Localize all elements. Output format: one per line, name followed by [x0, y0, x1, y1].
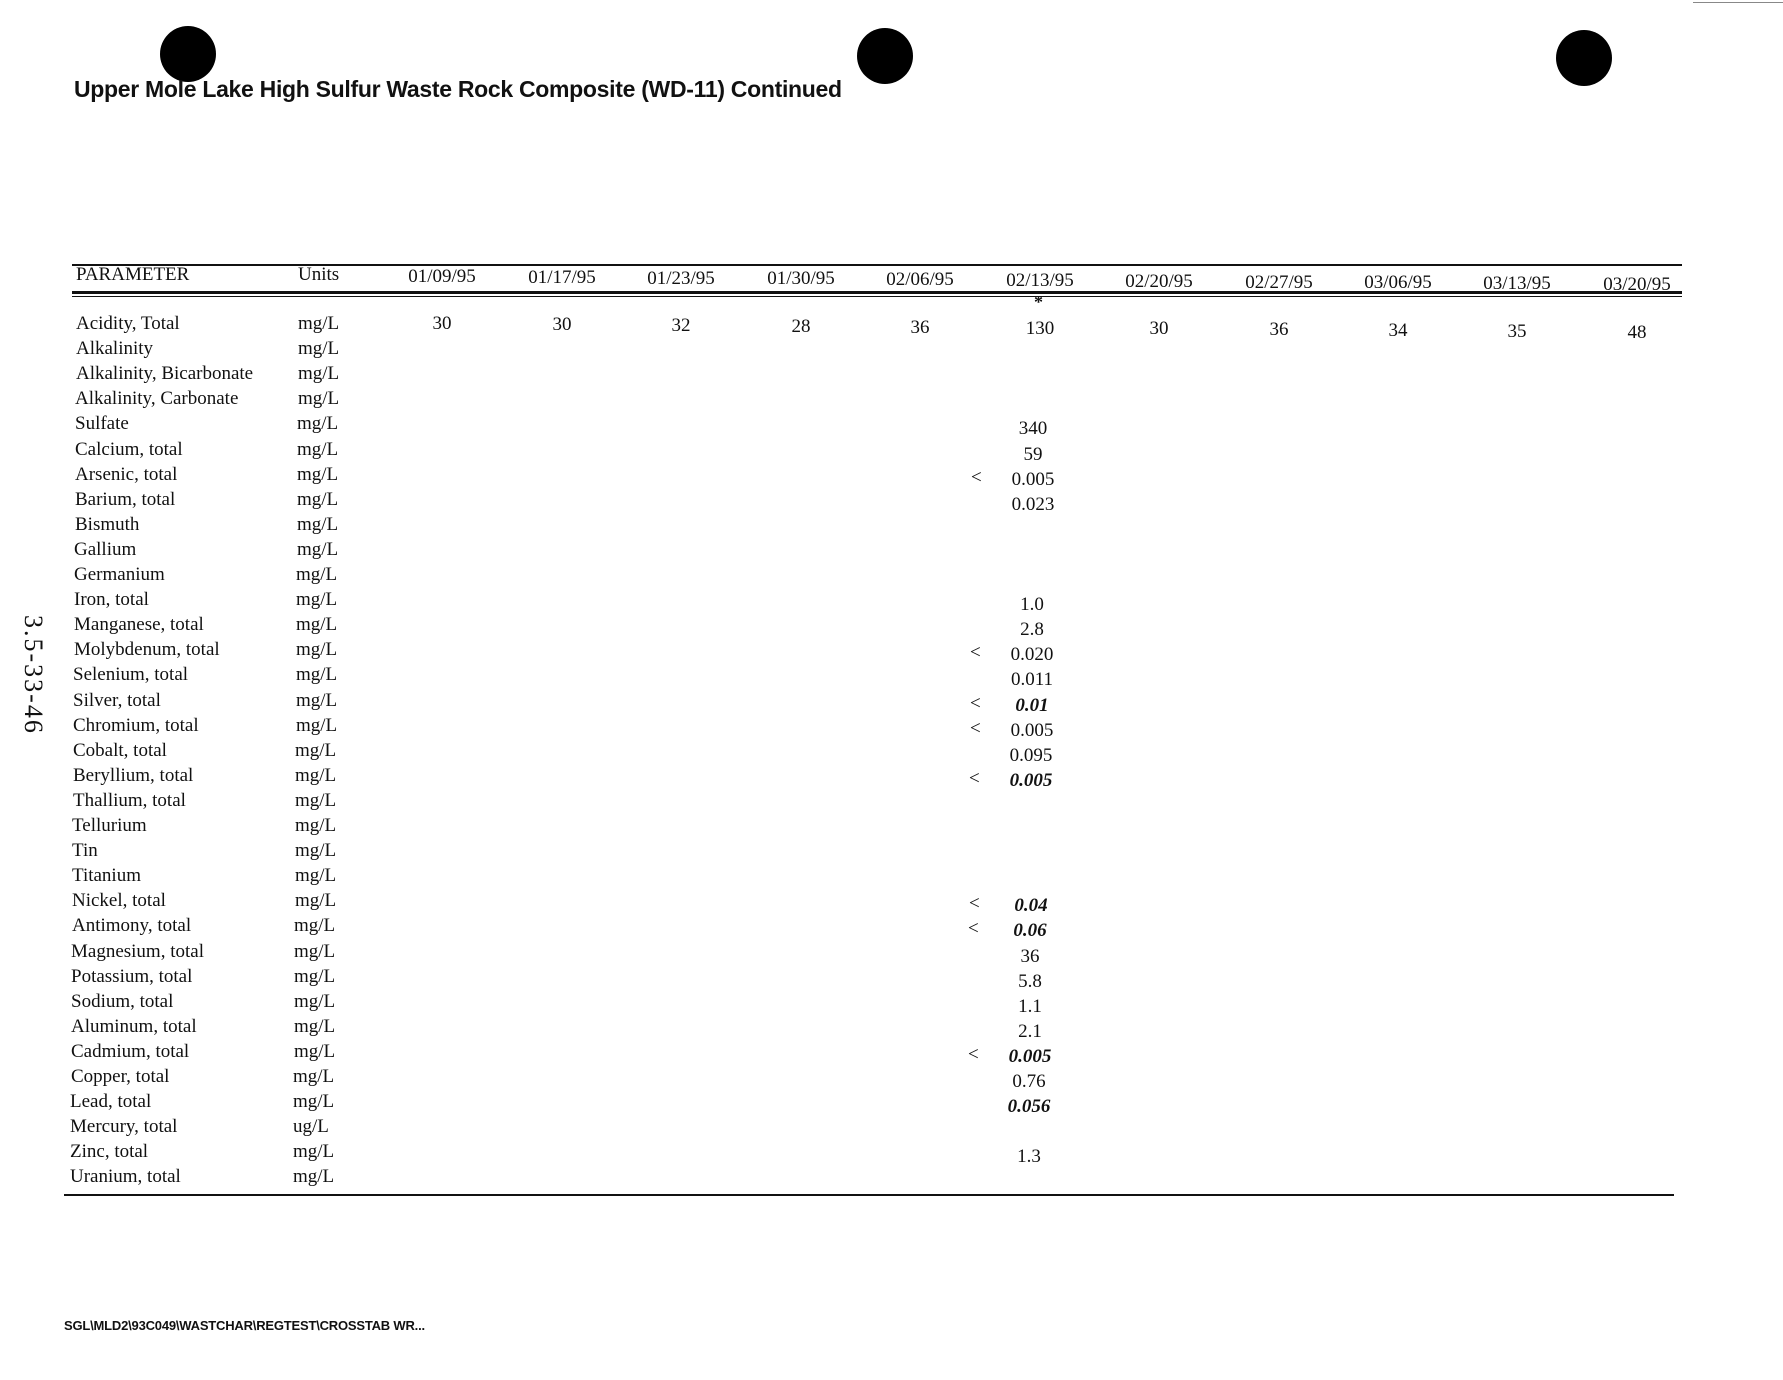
row-units: mg/L	[295, 890, 337, 912]
row-parameter: Barium, total	[75, 488, 176, 510]
less-than-sign: <	[968, 918, 979, 940]
row-units: mg/L	[296, 589, 338, 611]
row-units: mg/L	[296, 564, 338, 585]
row-value: 0.01	[1015, 694, 1049, 716]
row-value: 0.056	[1007, 1096, 1051, 1118]
row-units: mg/L	[295, 865, 337, 887]
row-value: 59	[1023, 443, 1043, 465]
row-parameter: Chromium, total	[73, 714, 199, 736]
asterisk-mark: *	[1034, 292, 1043, 312]
row-units: mg/L	[293, 1091, 335, 1113]
row-value: 30	[432, 313, 452, 334]
row-value: 0.095	[1009, 744, 1053, 766]
header-date: 02/06/95	[886, 269, 954, 291]
row-parameter: Bismuth	[75, 513, 140, 535]
header-date: 01/30/95	[767, 268, 835, 290]
row-value: 0.020	[1010, 644, 1054, 666]
row-units: mg/L	[293, 1141, 335, 1163]
row-parameter: Uranium, total	[70, 1166, 181, 1188]
row-parameter: Selenium, total	[73, 664, 189, 686]
less-than-sign: <	[969, 767, 980, 789]
row-units: mg/L	[297, 488, 339, 510]
less-than-sign: <	[968, 1043, 979, 1065]
row-parameter: Cobalt, total	[73, 739, 167, 761]
row-units: mg/L	[297, 413, 339, 435]
row-parameter: Tin	[72, 840, 98, 862]
header-date: 03/20/95	[1603, 274, 1671, 295]
row-value: 0.76	[1012, 1071, 1046, 1092]
less-than-sign: <	[969, 893, 980, 915]
row-parameter: Titanium	[72, 865, 141, 887]
row-units: mg/L	[296, 714, 338, 736]
punch-hole-right	[1556, 30, 1612, 86]
row-value: 2.1	[1018, 1020, 1042, 1042]
less-than-sign: <	[970, 692, 981, 714]
row-value: 30	[552, 313, 572, 335]
row-units: mg/L	[295, 840, 337, 862]
less-than-sign: <	[971, 466, 982, 488]
row-units: mg/L	[294, 965, 336, 987]
page-title: Upper Mole Lake High Sulfur Waste Rock Composite (WD-11) Continued	[74, 76, 842, 102]
header-date: 01/23/95	[647, 267, 715, 289]
row-parameter: Zinc, total	[70, 1141, 149, 1163]
file-path-footer: SGL\MLD2\93C049\WASTCHAR\REGTEST\CROSSTAB WR...	[64, 1318, 425, 1333]
row-units: mg/L	[294, 940, 336, 962]
punch-hole-left	[160, 26, 216, 82]
header-date: 01/17/95	[528, 266, 596, 288]
row-units: mg/L	[295, 815, 337, 836]
row-value: 36	[1269, 319, 1289, 341]
row-parameter: Lead, total	[70, 1091, 152, 1113]
row-value: 0.005	[1009, 769, 1053, 791]
row-value: 30	[1149, 318, 1169, 340]
header-date: 01/09/95	[408, 266, 476, 287]
row-parameter: Alkalinity, Bicarbonate	[76, 363, 254, 385]
row-value: 0.023	[1011, 493, 1055, 515]
row-parameter: Iron, total	[74, 589, 149, 611]
row-value: 35	[1507, 321, 1527, 343]
row-value: 340	[1018, 418, 1048, 440]
row-value: 34	[1388, 320, 1408, 342]
row-parameter: Magnesium, total	[71, 940, 204, 962]
row-units: mg/L	[298, 338, 340, 360]
row-value: 1.3	[1017, 1146, 1041, 1168]
row-parameter: Beryllium, total	[73, 764, 194, 786]
corner-mark	[1693, 2, 1783, 3]
row-units: mg/L	[293, 1066, 335, 1087]
table-bottom-rule	[64, 1194, 1674, 1196]
header-date: 02/20/95	[1125, 270, 1193, 292]
row-parameter: Alkalinity	[76, 338, 154, 360]
row-parameter: Copper, total	[71, 1066, 170, 1087]
row-parameter: Sodium, total	[71, 990, 174, 1012]
row-units: ug/L	[293, 1116, 329, 1138]
header-date: 02/13/95	[1006, 270, 1074, 291]
row-units: mg/L	[293, 1166, 335, 1188]
row-units: mg/L	[295, 789, 337, 811]
row-value: 130	[1025, 317, 1055, 339]
row-units: mg/L	[298, 313, 340, 334]
row-units: mg/L	[297, 463, 339, 485]
row-units: mg/L	[297, 538, 339, 560]
row-parameter: Antimony, total	[72, 915, 192, 937]
row-units: mg/L	[296, 689, 338, 711]
header-parameter: PARAMETER	[76, 264, 190, 285]
row-parameter: Potassium, total	[71, 965, 193, 987]
row-value: 28	[791, 315, 811, 337]
row-value: 32	[671, 314, 691, 336]
row-units: mg/L	[298, 388, 340, 410]
row-units: mg/L	[296, 639, 338, 661]
row-value: 1.0	[1020, 594, 1044, 616]
row-parameter: Arsenic, total	[75, 463, 178, 485]
row-value: 0.005	[1011, 468, 1055, 490]
row-value: 36	[910, 316, 930, 338]
row-parameter: Thallium, total	[73, 789, 186, 811]
row-value: 36	[1020, 945, 1040, 967]
row-parameter: Silver, total	[73, 689, 161, 711]
row-parameter: Sulfate	[75, 413, 129, 435]
row-units: mg/L	[294, 915, 336, 937]
row-units: mg/L	[295, 764, 337, 786]
row-value: 0.005	[1010, 719, 1054, 741]
row-units: mg/L	[294, 1015, 336, 1037]
row-parameter: Aluminum, total	[71, 1015, 197, 1037]
row-value: 0.06	[1013, 920, 1047, 942]
row-units: mg/L	[295, 739, 337, 761]
header-date: 03/13/95	[1483, 273, 1551, 295]
side-page-number: 3.5-33-46	[19, 615, 48, 735]
row-units: mg/L	[297, 513, 339, 535]
row-parameter: Alkalinity, Carbonate	[75, 388, 239, 410]
row-parameter: Nickel, total	[72, 890, 166, 912]
header-units: Units	[298, 264, 340, 285]
row-parameter: Calcium, total	[75, 438, 183, 460]
row-value: 1.1	[1018, 995, 1042, 1017]
row-parameter: Acidity, Total	[76, 313, 180, 334]
row-units: mg/L	[297, 438, 339, 460]
row-parameter: Molybdenum, total	[74, 639, 220, 661]
row-value: 0.011	[1010, 669, 1054, 691]
row-parameter: Cadmium, total	[71, 1040, 190, 1062]
row-parameter: Germanium	[74, 564, 165, 585]
row-parameter: Tellurium	[72, 815, 147, 836]
row-units: mg/L	[296, 664, 338, 686]
table-header-rule-thin	[72, 296, 1682, 297]
row-parameter: Manganese, total	[74, 614, 204, 636]
less-than-sign: <	[970, 717, 981, 739]
row-units: mg/L	[298, 363, 340, 385]
row-units: mg/L	[294, 990, 336, 1012]
row-parameter: Mercury, total	[70, 1116, 178, 1138]
row-value: 0.04	[1014, 895, 1048, 917]
row-value: 2.8	[1020, 619, 1044, 641]
row-value: 0.005	[1008, 1045, 1052, 1067]
row-value: 48	[1627, 322, 1647, 343]
row-parameter: Gallium	[74, 538, 137, 560]
punch-hole-center	[857, 28, 913, 84]
header-date: 02/27/95	[1245, 271, 1313, 293]
less-than-sign: <	[970, 642, 981, 664]
row-units: mg/L	[294, 1040, 336, 1062]
row-value: 5.8	[1018, 970, 1042, 992]
header-date: 03/06/95	[1364, 272, 1432, 294]
row-units: mg/L	[296, 614, 338, 636]
